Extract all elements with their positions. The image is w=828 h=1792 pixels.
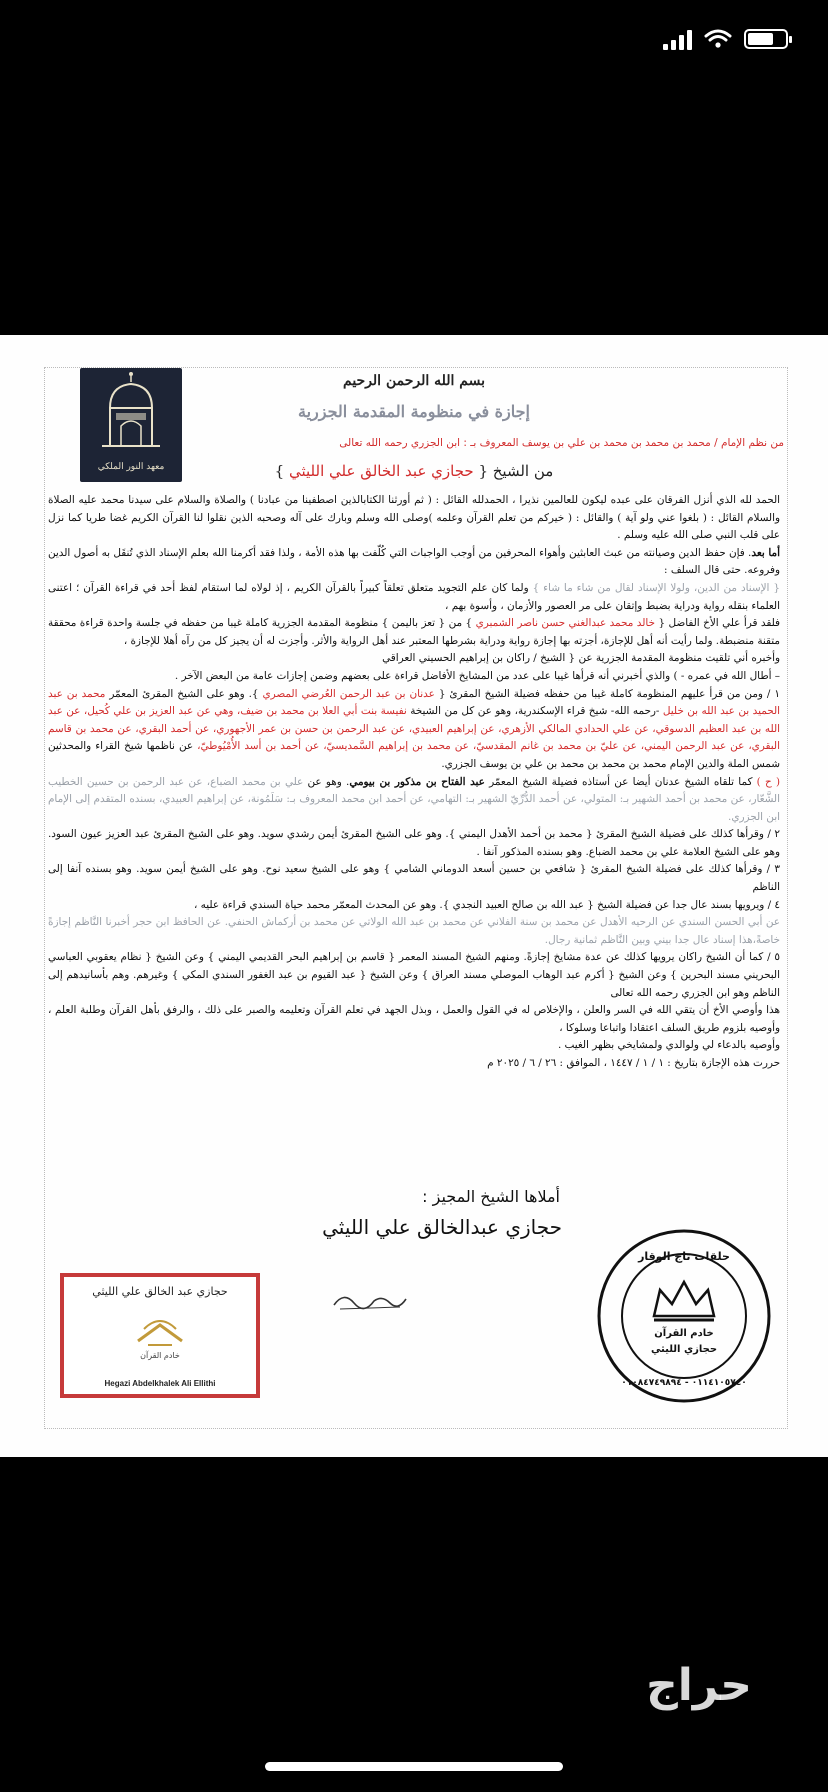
chain-h-text-2: . وهو عن [303,775,350,788]
paragraph-chain-4-detail: عن أبي الحسن السندي عن الرحيه الأهدل عن محمد بن سنة الفلاني عن محمد بن عبد الله الولاتي عن محمد بن أركماش الحنفي. عن الحافظ ابن حجر أخبرنا النَّاظم إجازةً خاصةً،هذا إسناد عال جدا بيني وبين النَّاظم ثمانية رجال. [48,916,780,946]
name-stamp [60,1273,260,1398]
signal-icon [663,28,692,50]
ijaza-document [0,335,828,1457]
student-intro: فلقد قرأ علي الأخ الفاضل { [658,617,780,630]
paragraph-isnad [48,580,780,615]
chain-1-teacher: محمد بن عبد الحميد بن عبد الله بن خليل [48,687,780,718]
seal-phone: ٠١١٤١٠٥٧٤٠ - ٠١٠٨٤٧٤٩٨٩٤ [621,1378,747,1388]
seal-title: حلقات تاج الوقار [638,1250,730,1263]
seal-role: خادم القرآن [654,1328,714,1339]
chain-1-narrators: نفيسة بنت أبي العلا بن محمد بن ضيف، وهي عن عبد العزيز بن علي كُحيل، عن عبد الله بن عبد العظيم الدسوقي، عن علي الحدادي المالكي الأزهري، عن إبراهيم العبيدي، عن عبد الرحمن بن حسن بن عمر الأجهوري، عن أحمد البقري، عن محمد بن قاسم البقري، عن عبد الرحمن اليمني، عن عليّ بن محمد بن غانم المقدسيّ، عن محمد بن إبراهيم السَّمديسيّ، عن أحمد بن أسد الأُمْيُوطيّ، [48,705,780,753]
paragraph-opening: الحمد لله الذي أنزل الفرقان على عبده ليكون للعالمين نذيرا ، الحمدلله القائل : ( ثم أورثنا الكتابالذين اصطفينا من عبادنا ) والصلاة والسلام على سيدنا محمد عليه الصلاة والسلام القائل : ( بلغوا عني ولو آية ) والقائل : ( خيركم من تعلم القرآن وعلمه )وصلى الله وسلم وبارك على آله وصحبه الذين نقلوا لنا القرآن الكريم غضا طريا كما نزل على قلب النبي صلى الله عليه وسلم . [48,494,780,542]
chain-1-name: عدنان بن عبد الرحمن العُرضي المصري [258,687,439,700]
paragraph-chain-3: ٣ / وقرأها كذلك على فضيلة الشيخ المقرئ { شافعي بن حسين أسعد الدوماني الشامي } وهو على الشيخ سعيد نوح. وهو على الشيخ أيمن سويد. وهو بسنده آنفا إلى الناظم [48,863,780,894]
signer-name: حجازي عبدالخالق علي الليثي [322,1215,562,1239]
nazm-author-line: من نظم الإمام / محمد بن محمد بن محمد بن علي بن يوسف المعروف بـ : ابن الجزري رحمه الله تعالى [339,437,784,449]
basmala: بسم الله الرحمن الرحيم [343,373,485,389]
wifi-icon [704,29,732,49]
dictation-label: أملاها الشيخ المجيز : [422,1187,560,1206]
home-indicator[interactable] [265,1762,563,1771]
from-sheikh-prefix: من الشيخ { [478,462,554,480]
chain-h-narrators: علي بن محمد الضباع، عن عبد الرحمن بن حسين الخطيب الشَّعّار، عن محمد بن أحمد الشهير بـ: المتولي، عن أحمد الدُّرِّيّ الشهير بـ: التهامي، عن أحمد ابن محمد المعروف بـ: سَلَمُونة، عن إبراهيم العبيدي، بسنده المتقدم إلى الإمام ابن الجزري. [48,775,780,823]
battery-icon [744,29,788,49]
paragraph-dua: وأوصيه بالدعاء لي ولوالدي ولمشايخي بظهر الغيب . [557,1039,780,1052]
amma-bad-text: . فإن حفظ الدين وصيانته من عبث العابثين وأهواء المحرفين من أوجب الواجبات التي كُلّفت بها هذه الأمة ، ولذا فقد أكرمنا الله بعلم الإسناد الذي تُنقَل به أصول الدين وفروعه. حتى قال السلف : [48,546,780,577]
paragraph-chain-5: ٥ / كما أن الشيخ راكان يرويها كذلك عن عدة مشايخ إجازةً. ومنهم الشيخ المسند المعمر { قاسم بن إبراهيم البحر القديمي اليمني } وعن الشيخ { نظام يعقوبي العباسي البحريني مسند البحرين } وعن الشيخ { أكرم عبد الوهاب الموصلي مسند العراق } وعن الشيخ { عبد القيوم بن عبد الغفور السندي المكي } وغيرهم. وهم بأسانيدهم إلى الناظم وهو ابن الجزري رحمه الله تعالى [48,951,780,999]
from-sheikh-name: حجازي عبد الخالق علي الليثي [284,462,479,480]
isnad-text: ولما كان علم التجويد متعلق تعلقاً كبيراً بالقرآن الكريم ، إذ لولاه لما استقام لفظ أحد في قراءة القرآن ؛ اعتنى العلماء بنقله رواية ودراية بضبط وإتقان على مر العصور والأزمان ، وأسوة بهم ، [48,581,780,612]
paragraph-chain-h [48,774,780,827]
chain-1-end: عن ناظمها شيخ القراء والمحدثين شمس الملة والدين الإمام محمد بن محمد بن محمد بن علي بن يوسف الجزري. [48,740,780,770]
circular-seal [596,1228,772,1404]
status-bar [0,0,828,80]
ijaza-body [48,492,780,1073]
chain-1-intro: ١ / ومن من قرأ عليهم المنظومة كاملة غيبا من حفظه فضيلة الشيخ المقرئ { [438,687,781,700]
paragraph-date: حررت هذه الإجازة بتاريخ : ١ / ١ / ١٤٤٧ ، الموافق : ٢٦ / ٦ / ٢٠٢٥ م [487,1057,780,1069]
from-sheikh-suffix: } [274,462,285,480]
crown-icon [654,1282,714,1316]
student-text: } من { تعز باليمن } منظومة المقدمة الجزرية كاملة غيبا من حفظه في جلسة واحدة قراءة محققة متقنة منضبطة. ولما رأيت أنه أهل للإجازة، أجزته بها إجازة رواية ودراية بشرطها المعتبر عند أهل الرواية والأثر. وأجزت له أن يجيز كل من رآه أهلا للإجازة ، [48,617,780,647]
seal-name: حجازي الليثي [650,1344,718,1355]
paragraph-amma-bad [48,545,780,580]
stamp-emblem-text: خادم القرآن [140,1351,180,1360]
paragraph-received: وأخبره أني تلقيت منظومة المقدمة الجزرية عن { الشيخ / راكان بن إبراهيم الحسيني العراقي [382,652,780,665]
paragraph-long-life: – أطال الله في عمره - ) والذي أخبرني أنه قرأها غيبا على عدد من المشايخ الأفاضل قراءة على بعضهم وضمن إجازات عامة من البعض الآخر . [174,669,780,682]
watermark-text: حراج [646,1660,752,1711]
isnad-quote: { الإسناد من الدين، ولولا الإسناد لقال من شاء ما شاء } [532,581,780,594]
amma-bad-label: أما بعد [751,546,780,559]
chain-h-mark: ( ح ) [756,775,781,788]
chain-1-text: }. وهو على الشيخ المقرئ المعمّر [105,687,259,700]
from-sheikh-heading [0,462,828,480]
paragraph-chain-4: ٤ / ويرويها بسند عال جدا عن فضيلة الشيخ { عبد الله بن صالح العبيد النجدي }. وهو عن المحدث المعمّر محمد حياة السندي قراءة عليه ، [194,898,780,911]
chain-h-name: عبد الفتاح بن مذكور بن بيومي [349,775,485,788]
stamp-english-name: Hegazi Abdelkhalek Ali Ellithi [104,1379,216,1388]
handwritten-signature [330,1285,410,1315]
status-icons [663,28,788,50]
chain-h-text: كما تلقاه الشيخ عدنان أيضا عن أستاذه فضيلة الشيخ المعمّر [484,775,757,788]
student-name: خالد محمد عبدالغني حسن ناصر الشمبري [472,617,659,630]
document-title: إجازة في منظومة المقدمة الجزرية [298,402,530,421]
paragraph-chain-2: ٢ / وقرأها كذلك على فضيلة الشيخ المقرئ { محمد بن أحمد الأهدل اليمني }. وهو على الشيخ المقرئ أيمن رشدي سويد. وهو على الشيخ المقرئ عبد العزيز عيون السود. وهو على الشيخ العلامة علي بن محمد الضباع. وهو بسنده المذكور آنفا . [48,828,780,858]
quran-stand-icon [130,1307,190,1347]
paragraph-student [48,615,780,650]
paragraph-advice: هذا وأوصي الأخ أن يتقي الله في السر والعلن ، والإخلاص له في القول والعمل ، وبذل الجهد في تعلم القرآن وتعليمه والصبر على ذلك ، والرفق بأهل القرآن وطلبة العلم ، وأوصيه بلزوم طريق السلف اعتقادا واتباعا وسلوكا ، [48,1004,780,1034]
haraj-watermark-logo [604,1650,794,1720]
stamp-arabic-name: حجازي عبد الخالق علي الليثي [92,1285,228,1298]
chain-1-text-2: -رحمه الله- شيخ قراء الإسكندرية، وهو عن كل من الشيخة [406,705,663,718]
logo-text: معهد النور الملكي [97,462,165,472]
paragraph-chain-1 [48,686,780,774]
